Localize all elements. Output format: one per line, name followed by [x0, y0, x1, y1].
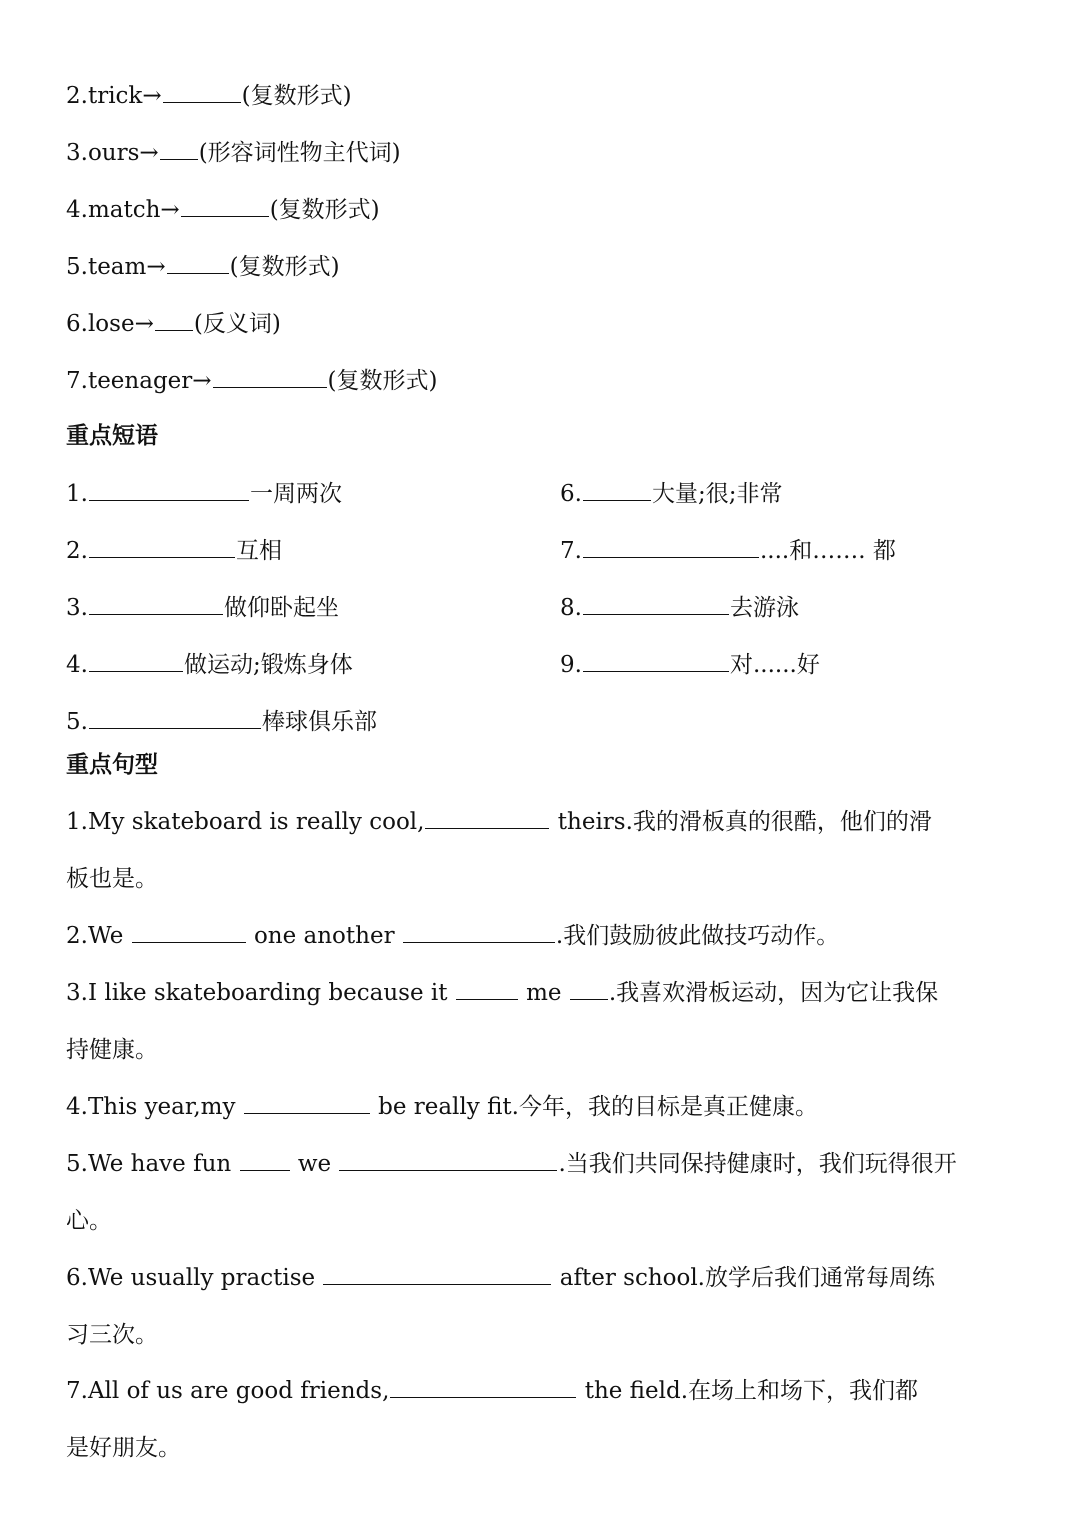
- item-word: teenager→: [87, 368, 212, 394]
- sentence-text: .当我们共同保持健康时，我们玩得很开: [558, 1151, 957, 1177]
- phrase-item: [560, 592, 799, 623]
- sentence-text: 6.We usually practise: [66, 1265, 316, 1291]
- answer-blank[interactable]: [89, 592, 223, 615]
- answer-blank[interactable]: [89, 478, 249, 501]
- answer-blank[interactable]: [163, 80, 241, 103]
- answer-blank[interactable]: [425, 806, 549, 829]
- sentence-text: 1.My skateboard is really cool,: [66, 809, 425, 835]
- sentence-item: [66, 1079, 1021, 1136]
- item-hint: (复数形式): [229, 254, 340, 280]
- answer-blank[interactable]: [456, 977, 518, 1000]
- item-number: 7.: [66, 368, 88, 394]
- item-meaning: 互相: [235, 538, 282, 564]
- word-form-item: [66, 308, 281, 339]
- item-number: 9.: [560, 652, 582, 678]
- item-word: ours→: [87, 140, 159, 166]
- item-hint: (复数形式): [241, 83, 352, 109]
- sentence-item: [66, 1250, 1021, 1364]
- answer-blank[interactable]: [583, 649, 729, 672]
- phrase-item: [66, 535, 282, 566]
- sentence-text: 7.All of us are good friends,: [66, 1378, 390, 1404]
- sentence-item: [66, 908, 1021, 965]
- sentence-text: 3.I like skateboarding because it: [66, 980, 448, 1006]
- sentence-text: be really fit.今年，我的目标是真正健康。: [378, 1094, 818, 1120]
- sentence-text: .我们鼓励彼此做技巧动作。: [555, 923, 840, 949]
- word-form-item: [66, 365, 438, 396]
- phrase-item: [560, 649, 820, 680]
- answer-blank[interactable]: [244, 1091, 370, 1114]
- item-number: 6.: [66, 311, 88, 337]
- item-number: 1.: [66, 481, 88, 507]
- sentence-text: 4.This year,my: [66, 1094, 236, 1120]
- answer-blank[interactable]: [167, 251, 229, 274]
- phrase-item: [560, 478, 782, 509]
- item-number: 5.: [66, 254, 88, 280]
- answer-blank[interactable]: [390, 1375, 576, 1398]
- answer-blank[interactable]: [339, 1148, 557, 1171]
- sentence-text: 心。: [66, 1208, 112, 1234]
- answer-blank[interactable]: [132, 920, 246, 943]
- item-hint: (形容词性物主代词): [198, 140, 401, 166]
- phrase-item: [66, 478, 342, 509]
- sentence-text: .我喜欢滑板运动，因为它让我保: [608, 980, 939, 1006]
- sentence-item: [66, 794, 1021, 908]
- answer-blank[interactable]: [89, 706, 261, 729]
- section-title-sentences: 重点句型: [66, 752, 158, 778]
- item-word: team→: [87, 254, 166, 280]
- item-number: 7.: [560, 538, 582, 564]
- item-number: 4.: [66, 652, 88, 678]
- item-meaning: 大量;很;非常: [651, 481, 783, 507]
- word-form-item: [66, 137, 401, 168]
- item-meaning: 去游泳: [729, 595, 799, 621]
- item-number: 3.: [66, 140, 88, 166]
- item-hint: (复数形式): [327, 368, 438, 394]
- answer-blank[interactable]: [89, 535, 235, 558]
- sentence-text: 2.We: [66, 923, 124, 949]
- phrase-item: [66, 649, 353, 680]
- section-title-phrases: 重点短语: [66, 423, 158, 449]
- item-meaning: 棒球俱乐部: [261, 709, 377, 735]
- sentence-text: 5.We have fun: [66, 1151, 232, 1177]
- sentence-text: me: [526, 980, 562, 1006]
- item-meaning: 对......好: [729, 652, 820, 678]
- item-number: 3.: [66, 595, 88, 621]
- sentence-text: one another: [253, 923, 395, 949]
- item-number: 6.: [560, 481, 582, 507]
- sentence-text: theirs.我的滑板真的很酷，他们的滑: [557, 809, 932, 835]
- word-form-item: [66, 80, 352, 111]
- item-number: 4.: [66, 197, 88, 223]
- item-meaning: 做运动;锻炼身体: [183, 652, 353, 678]
- item-hint: (复数形式): [269, 197, 380, 223]
- phrase-item: [560, 535, 896, 566]
- item-word: trick→: [87, 83, 162, 109]
- sentence-text: the field.在场上和场下，我们都: [584, 1378, 919, 1404]
- answer-blank[interactable]: [240, 1148, 290, 1171]
- sentence-text: 持健康。: [66, 1037, 158, 1063]
- answer-blank[interactable]: [323, 1262, 551, 1285]
- answer-blank[interactable]: [155, 308, 193, 331]
- item-meaning: 做仰卧起坐: [223, 595, 339, 621]
- sentence-text: 习三次。: [66, 1322, 158, 1348]
- phrase-item: [66, 706, 377, 737]
- item-hint: (反义词): [193, 311, 281, 337]
- answer-blank[interactable]: [570, 977, 608, 1000]
- answer-blank[interactable]: [583, 535, 759, 558]
- item-number: 5.: [66, 709, 88, 735]
- item-meaning: 一周两次: [249, 481, 342, 507]
- sentence-text: 板也是。: [66, 866, 158, 892]
- sentence-item: [66, 965, 1021, 1079]
- sentence-item: [66, 1136, 1021, 1250]
- item-number: 8.: [560, 595, 582, 621]
- answer-blank[interactable]: [403, 920, 555, 943]
- answer-blank[interactable]: [160, 137, 198, 160]
- item-meaning: ....和……. 都: [759, 538, 896, 564]
- item-word: lose→: [87, 311, 154, 337]
- sentence-text: after school.放学后我们通常每周练: [559, 1265, 935, 1291]
- item-number: 2.: [66, 538, 88, 564]
- sentence-text: 是好朋友。: [66, 1435, 181, 1461]
- answer-blank[interactable]: [89, 649, 183, 672]
- word-form-item: [66, 194, 380, 225]
- answer-blank[interactable]: [583, 478, 651, 501]
- phrase-item: [66, 592, 339, 623]
- answer-blank[interactable]: [213, 365, 327, 388]
- sentence-text: we: [297, 1151, 332, 1177]
- item-word: match→: [87, 197, 180, 223]
- answer-blank[interactable]: [181, 194, 269, 217]
- sentence-item: [66, 1363, 1021, 1477]
- word-form-item: [66, 251, 340, 282]
- item-number: 2.: [66, 83, 88, 109]
- answer-blank[interactable]: [583, 592, 729, 615]
